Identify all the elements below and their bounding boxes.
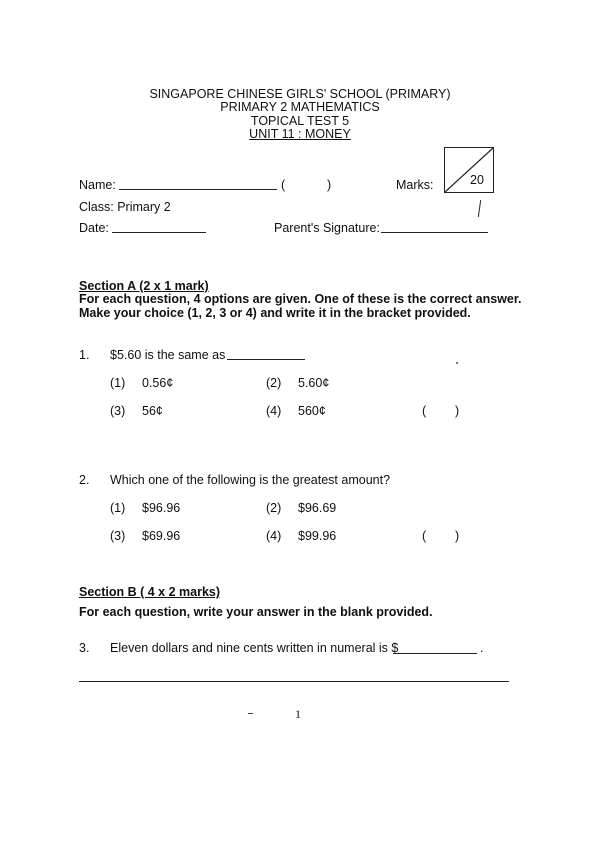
q2-option-1-label: (1) [110, 501, 126, 515]
unit-title [0, 128, 600, 141]
marks-total: 20 [470, 173, 484, 187]
q2-answer-space[interactable] [430, 529, 452, 543]
q1-option-1-label: (1) [110, 376, 126, 390]
stray-dot [456, 362, 458, 364]
subject-title: PRIMARY 2 MATHEMATICS [220, 100, 380, 114]
section-a-title: Section A (2 x 1 mark) [79, 279, 209, 293]
section-a-instruction-2: Make your choice (1, 2, 3 or 4) and write it in the bracket provided. [79, 306, 471, 320]
q2-option-3-label: (3) [110, 529, 126, 543]
q3-end: . [480, 641, 484, 655]
q1-answer-bracket-open: ( [422, 404, 427, 418]
marks-box-diagonal [445, 148, 493, 192]
q3-answer-blank[interactable] [393, 653, 477, 654]
q2-option-4-value: $99.96 [298, 529, 337, 543]
section-b-instruction: For each question, write your answer in the blank provided. [79, 605, 433, 619]
q2-text: Which one of the following is the greatest amount? [110, 473, 391, 487]
name-blank[interactable] [119, 189, 277, 190]
marks-box-tick [478, 200, 481, 217]
q1-option-4-value: 560¢ [298, 404, 326, 418]
q1-option-3-label: (3) [110, 404, 126, 418]
date-label: Date: [79, 221, 109, 235]
marks-label: Marks: [396, 178, 434, 192]
q2-answer-bracket-open: ( [422, 529, 427, 543]
section-divider [79, 681, 509, 682]
q1-option-2-value: 5.60¢ [298, 376, 330, 390]
q1-text: $5.60 is the same as [110, 348, 226, 362]
date-blank[interactable] [112, 232, 206, 233]
q3-text: Eleven dollars and nine cents written in numeral is $ [110, 641, 399, 655]
q2-answer-bracket-close: ) [455, 529, 460, 543]
name-paren-open: ( [281, 178, 286, 192]
q1-blank[interactable] [227, 359, 305, 360]
footer-mark [248, 713, 253, 714]
class-label: Class: Primary 2 [79, 200, 171, 214]
signature-label: Parent's Signature: [274, 221, 380, 235]
test-title: TOPICAL TEST 5 [250, 114, 350, 128]
name-label: Name: [79, 178, 116, 192]
q1-option-2-label: (2) [266, 376, 282, 390]
q1-option-3-value: 56¢ [142, 404, 163, 418]
q2-option-2-label: (2) [266, 501, 282, 515]
signature-blank[interactable] [381, 232, 488, 233]
unit-title-text: UNIT 11 : MONEY [249, 127, 351, 141]
name-paren-close: ) [327, 178, 332, 192]
q1-answer-bracket-close: ) [455, 404, 460, 418]
q1-option-1-value: 0.56¢ [142, 376, 174, 390]
q2-option-2-value: $96.69 [298, 501, 337, 515]
q1-number: 1. [79, 348, 90, 362]
q2-option-4-label: (4) [266, 529, 282, 543]
school-name: SINGAPORE CHINESE GIRLS' SCHOOL (PRIMARY) [149, 87, 451, 101]
q2-option-1-value: $96.96 [142, 501, 181, 515]
section-a-instruction-1: For each question, 4 options are given. One of these is the correct answer. [79, 292, 522, 306]
q3-number: 3. [79, 641, 90, 655]
q1-answer-space[interactable] [430, 404, 452, 418]
q2-option-3-value: $69.96 [142, 529, 181, 543]
q2-number: 2. [79, 473, 90, 487]
q1-option-4-label: (4) [266, 404, 282, 418]
marks-box[interactable] [444, 147, 494, 193]
page-number: 1 [295, 707, 301, 721]
section-b-title: Section B ( 4 x 2 marks) [79, 585, 221, 599]
